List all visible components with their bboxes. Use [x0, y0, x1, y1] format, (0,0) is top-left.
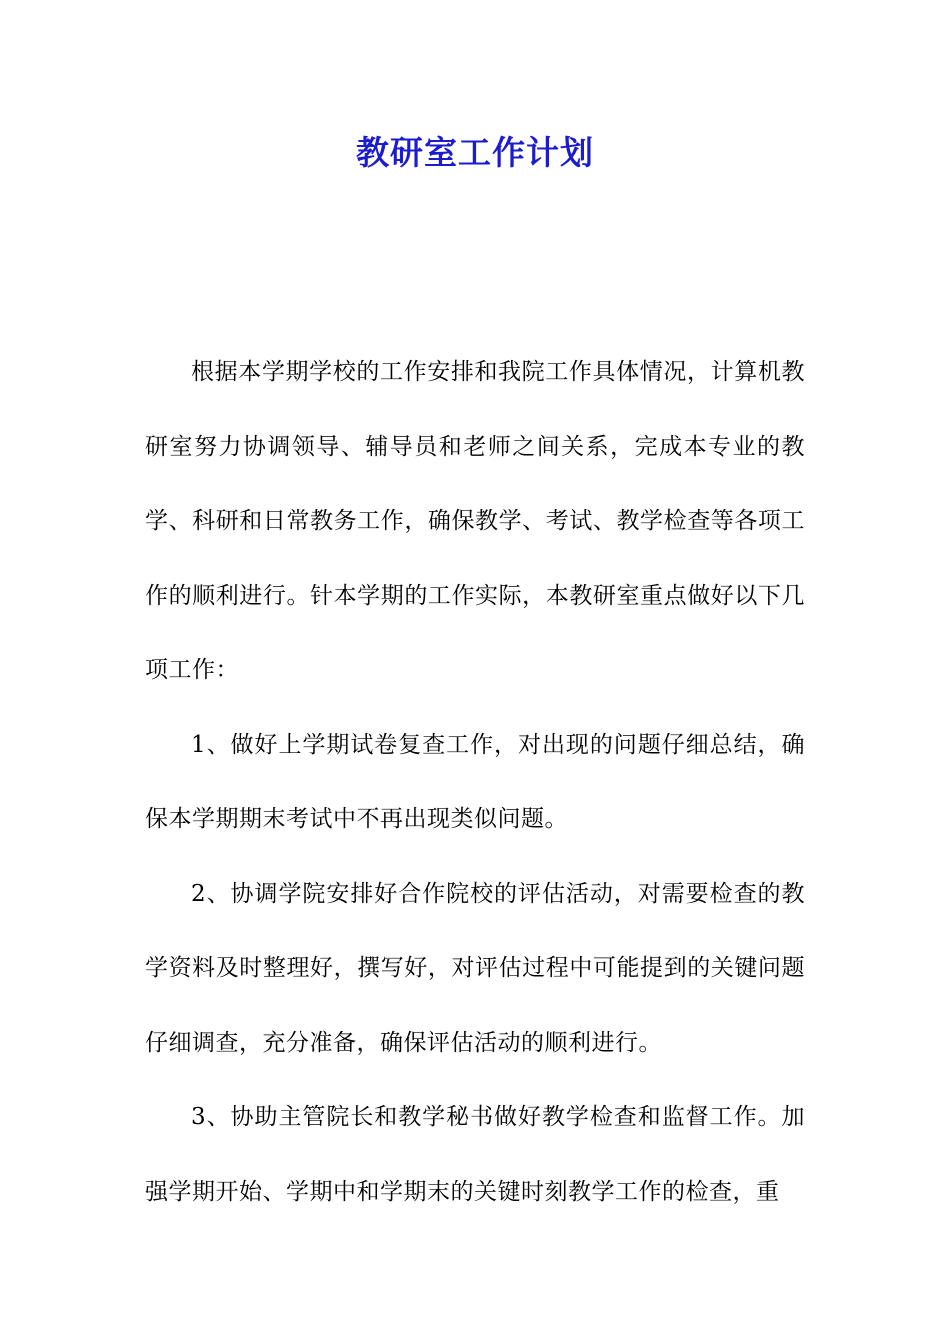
paragraph-item-2: 2、协调学院安排好合作院校的评估活动，对需要检查的教学资料及时整理好，撰写好，对评估过程中可能提到的关键问题仔细调查，充分准备，确保评估活动的顺利进行。: [145, 880, 805, 1056]
paragraph-item-3: 3、协助主管院长和教学秘书做好教学检查和监督工作。加强学期开始、学期中和学期末的关键时刻教学工作的检查，重: [145, 1104, 805, 1205]
paragraph-intro: 根据本学期学校的工作安排和我院工作具体情况，计算机教研室努力协调领导、辅导员和老师之间关系，完成本专业的教学、科研和日常教务工作，确保教学、考试、教学检查等各项工作的顺利进行。针本学期的工作实际，本教研室重点做好以下几项工作：: [145, 359, 805, 683]
document-body: [145, 335, 805, 1229]
paragraph-item-1: 1、做好上学期试卷复查工作，对出现的问题仔细总结，确保本学期期末考试中不再出现类似问题。: [145, 731, 805, 832]
document-title: 教研室工作计划: [356, 133, 594, 172]
